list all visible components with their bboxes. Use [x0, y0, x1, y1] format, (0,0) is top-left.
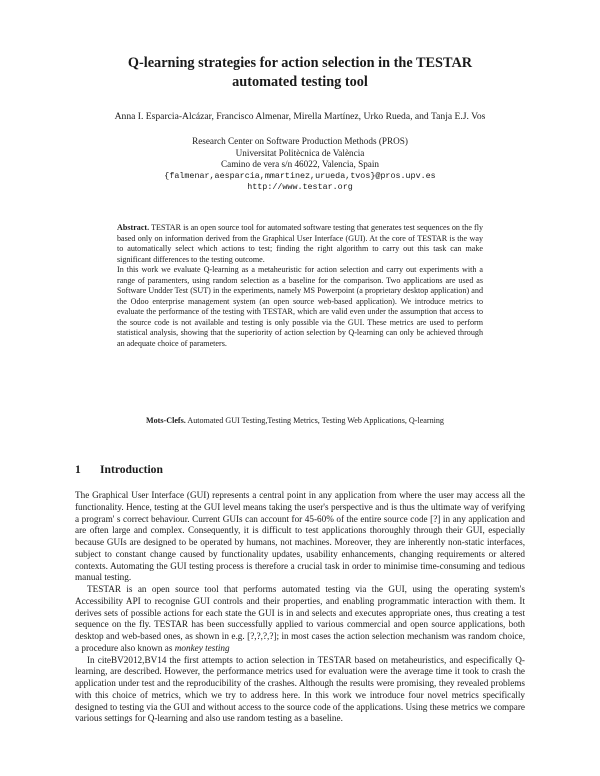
project-url[interactable]: http://www.testar.org: [247, 182, 353, 193]
title-line-2: automated testing tool: [232, 74, 368, 90]
title-line-1: Q-learning strategies for action selection in the TESTAR: [127, 55, 473, 71]
keywords-label: Mots-Clefs.: [146, 416, 186, 425]
section-title: Introduction: [100, 463, 163, 476]
body-paragraph: The Graphical User Interface (GUI) represents a central point in any application from where the user may access all the functionality. Hence, testing at the GUI level means taking the user's perspective and is thus the ultimate way of verifying a program' s correct behaviour. Current GUIs can account for 45-60% of the entire source code [?] in any application and are often large and complex. Consequently, it is difficult to test applications thoroughly through their GUI, especially because GUIs are designed to be operated by humans, not machines. Moreover, they are inherently non-static interfaces, subject to constant change caused by functionality updates, usability enhancements, changing requirements or altered contexts. Automating the GUI testing process is therefore a crucial task in order to minimise time-consuming and tedious manual testing.: [75, 490, 525, 583]
author-emails: {falmenar,aesparcia,mmartinez,urueda,tvos}@pros.upv.es: [164, 170, 436, 181]
body-paragraph: [75, 584, 525, 655]
keywords-text: Automated GUI Testing,Testing Metrics, Testing Web Applications, Q-learning: [187, 416, 444, 425]
introduction-body: [75, 490, 525, 725]
affiliation-line: Camino de vera s/n 46022, Valencia, Spain: [220, 159, 380, 170]
keywords: [146, 416, 483, 427]
abstract-text: TESTAR is an open source tool for automated software testing that generates test sequences on the fly based only on information derived from the Graphical User Interface (GUI). At the core of TESTAR is the way to automatically select which actions to test; finding the right algorithm to carry out this task can make significant differences to the testing outcome.: [117, 223, 483, 264]
body-italic-term: monkey testing: [174, 642, 230, 653]
affiliation-block: [120, 136, 480, 194]
body-text: TESTAR is an open source tool that performs automated testing via the GUI, using the operating system's Accessibility API to recognise GUI controls and their properties, and enabling programmatic interaction with them. It derives sets of possible actions for each state the GUI is in and selects and executes appropriate ones, thus creating a test sequence on the fly. TESTAR has been successfully applied to various commercial and open source applications, both desktop and web-based ones, as shown in e.g. [?,?,?,?]; in most cases the action selection mechanism was random choice, a procedure also known as: [75, 584, 525, 653]
body-paragraph: In citeBV2012,BV14 the first attempts to action selection in TESTAR based on metaheuristics, and especifically Q-learning, are described. However, the performance metrics used for evaluation were the average time it took to crash the application under test and the reproducibility of the crashes. Although the results were promising, they revealed problems with this choice of metrics, which we try to address here. In this work we introduce four novel metrics specifically designed to testing via the GUI and without access to the source code of the applications. Using these metrics we compare various settings for Q-learning and also use random testing as a baseline.: [75, 654, 525, 724]
section-heading: [75, 463, 163, 477]
abstract-paragraph: In this work we evaluate Q-learning as a metaheuristic for action selection and carry out experiments with a range of paramenters, using random selection as a baseline for the comparison. Two applications are used as Software Undder Test (SUT) in the experiments, namely MS Powerpoint (a proprietary desktop application) and the Odoo enterprise management system (an open source web-based application). We introduce metrics to evaluate the performance of the testing with TESTAR, which are valid even under the assumption that access to the source code is not available and testing is only possible via the GUI. These metrics are used to perform statistical analysis, showing that the superiority of action selection by Q-learning can only be achieved through an adequate choice of parameters.: [117, 265, 483, 349]
abstract-label: Abstract.: [117, 223, 150, 232]
abstract-paragraph: [117, 223, 483, 265]
paper-title: [60, 54, 540, 92]
abstract: [117, 223, 483, 350]
affiliation-line: Research Center on Software Production Methods (PROS): [192, 136, 408, 146]
author-list: Anna I. Esparcia-Alcázar, Francisco Almenar, Mirella Martínez, Urko Rueda, and Tanja E.J. Vos: [114, 111, 486, 122]
affiliation-line: Universitat Politècnica de València: [235, 147, 365, 158]
section-number: 1: [75, 463, 81, 476]
